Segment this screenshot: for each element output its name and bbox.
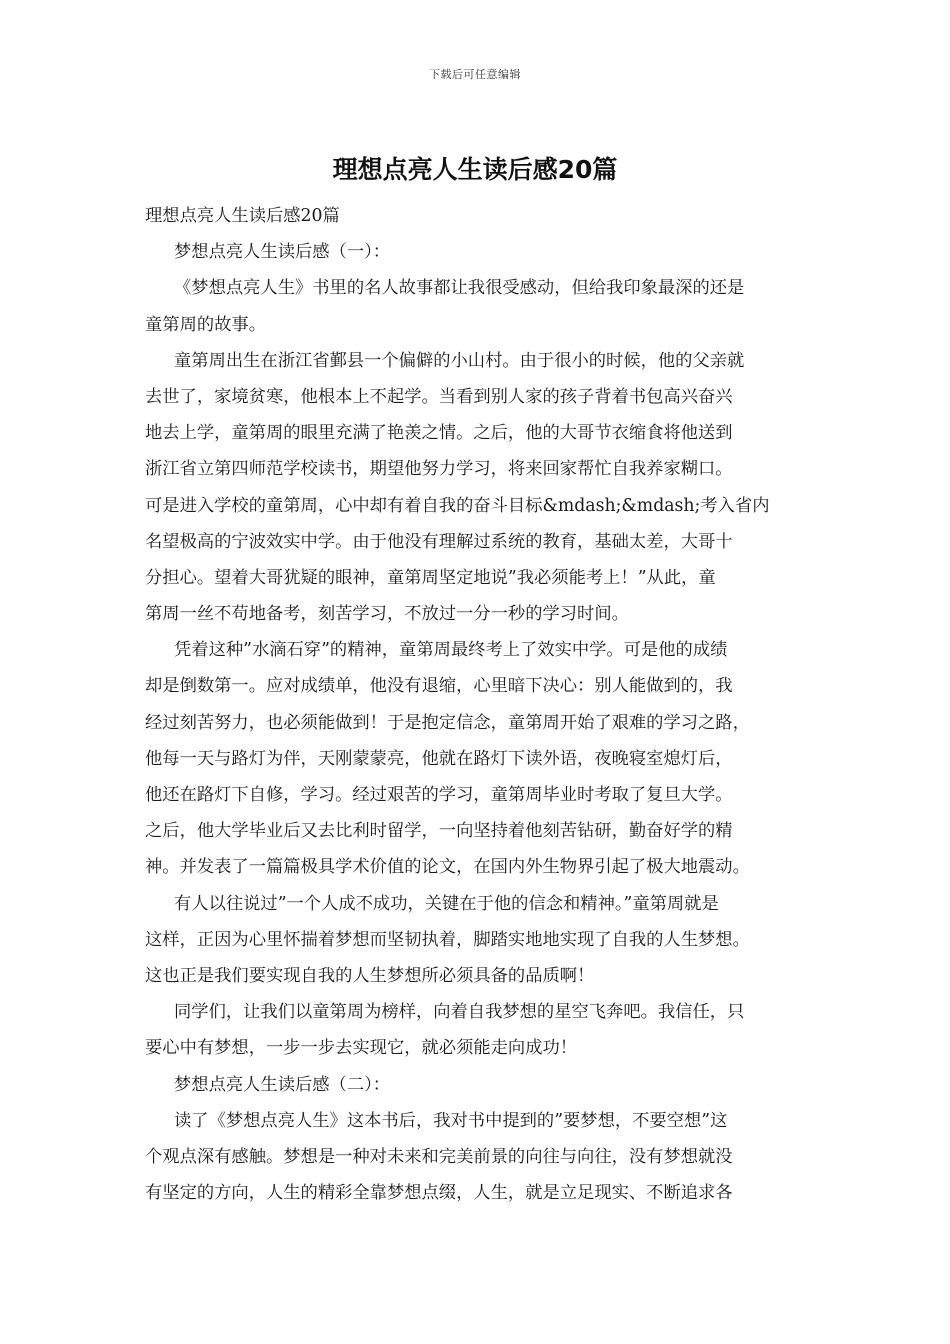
text-line: 读了《梦想点亮人生》这本书后，我对书中提到的”要梦想，不要空想”这 — [174, 1110, 728, 1131]
text-line: 他每一天与路灯为伴，天刚蒙蒙亮，他就在路灯下读外语，夜晚寝室熄灯后， — [145, 748, 733, 769]
text-line: 浙江省立第四师范学校读书，期望他努力学习，将来回家帮忙自我养家糊口。 — [145, 459, 733, 480]
text-line: 凭着这种”水滴石穿”的精神，童第周最终考上了效实中学。可是他的成绩 — [174, 640, 728, 661]
text-line: 个观点深有感触。梦想是一种对未来和完美前景的向往与向往，没有梦想就没 — [145, 1146, 733, 1167]
text-line: 理想点亮人生读后感20篇 — [145, 206, 340, 226]
text-line: 有人以往说过”一个人成不成功，关键在于他的信念和精神。”童第周就是 — [174, 893, 719, 914]
text-line: 地去上学，童第周的眼里充满了艳羡之情。之后，他的大哥节衣缩食将他送到 — [145, 423, 733, 444]
text-line: 这样，正因为心里怀揣着梦想而坚韧执着，脚踏实地地实现了自我的人生梦想。 — [145, 929, 750, 950]
text-line: 可是进入学校的童第周，心中却有着自我的奋斗目标&mdash;&mdash;考入省内 — [145, 495, 770, 516]
text-line: 神。并发表了一篇篇极具学术价值的论文，在国内外生物界引起了极大地震动。 — [145, 857, 750, 878]
header-note: 下载后可任意编辑 — [429, 68, 521, 81]
text-line: 有坚定的方向，人生的精彩全靠梦想点缀，人生，就是立足现实、不断追求各 — [145, 1183, 733, 1204]
text-line: 却是倒数第一。应对成绩单，他没有退缩，心里暗下决心：别人能做到的，我 — [145, 676, 733, 697]
text-line: 童第周出生在浙江省鄞县一个偏僻的小山村。由于很小的时候，他的父亲就 — [174, 350, 745, 371]
text-line: 梦想点亮人生读后感（二）： — [174, 1074, 391, 1095]
text-line: 同学们，让我们以童第周为榜样，向着自我梦想的星空飞奔吧。我信任，只 — [174, 1002, 745, 1023]
text-line: 名望极高的宁波效实中学。由于他没有理解过系统的教育，基础太差，大哥十 — [145, 531, 733, 552]
document-body — [145, 198, 810, 1211]
document-title: 理想点亮人生读后感20篇 — [332, 155, 618, 184]
text-line: 这也正是我们要实现自我的人生梦想所必须具备的品质啊！ — [145, 965, 595, 986]
text-line: 要心中有梦想，一步一步去实现它，就必须能走向成功！ — [145, 1038, 578, 1059]
text-line: 第周一丝不苟地备考，刻苦学习，不放过一分一秒的学习时间。 — [145, 604, 629, 625]
text-line: 他还在路灯下自修，学习。经过艰苦的学习，童第周毕业时考取了复旦大学。 — [145, 785, 733, 805]
text-line: 《梦想点亮人生》书里的名人故事都让我很受感动，但给我印象最深的还是 — [174, 278, 745, 299]
text-line: 分担心。望着大哥犹疑的眼神，童第周坚定地说”我必须能考上！”从此，童 — [145, 567, 716, 588]
text-line: 童第周的故事。 — [145, 314, 266, 335]
text-line: 经过刻苦努力，也必须能做到！于是抱定信念，童第周开始了艰难的学习之路， — [145, 712, 750, 733]
text-line: 之后，他大学毕业后又去比利时留学，一向坚持着他刻苦钻研，勤奋好学的精 — [145, 821, 733, 842]
text-line: 梦想点亮人生读后感（一）： — [174, 242, 391, 263]
text-line: 去世了，家境贫寒，他根本上不起学。当看到别人家的孩子背着书包高兴奋兴 — [145, 386, 733, 407]
